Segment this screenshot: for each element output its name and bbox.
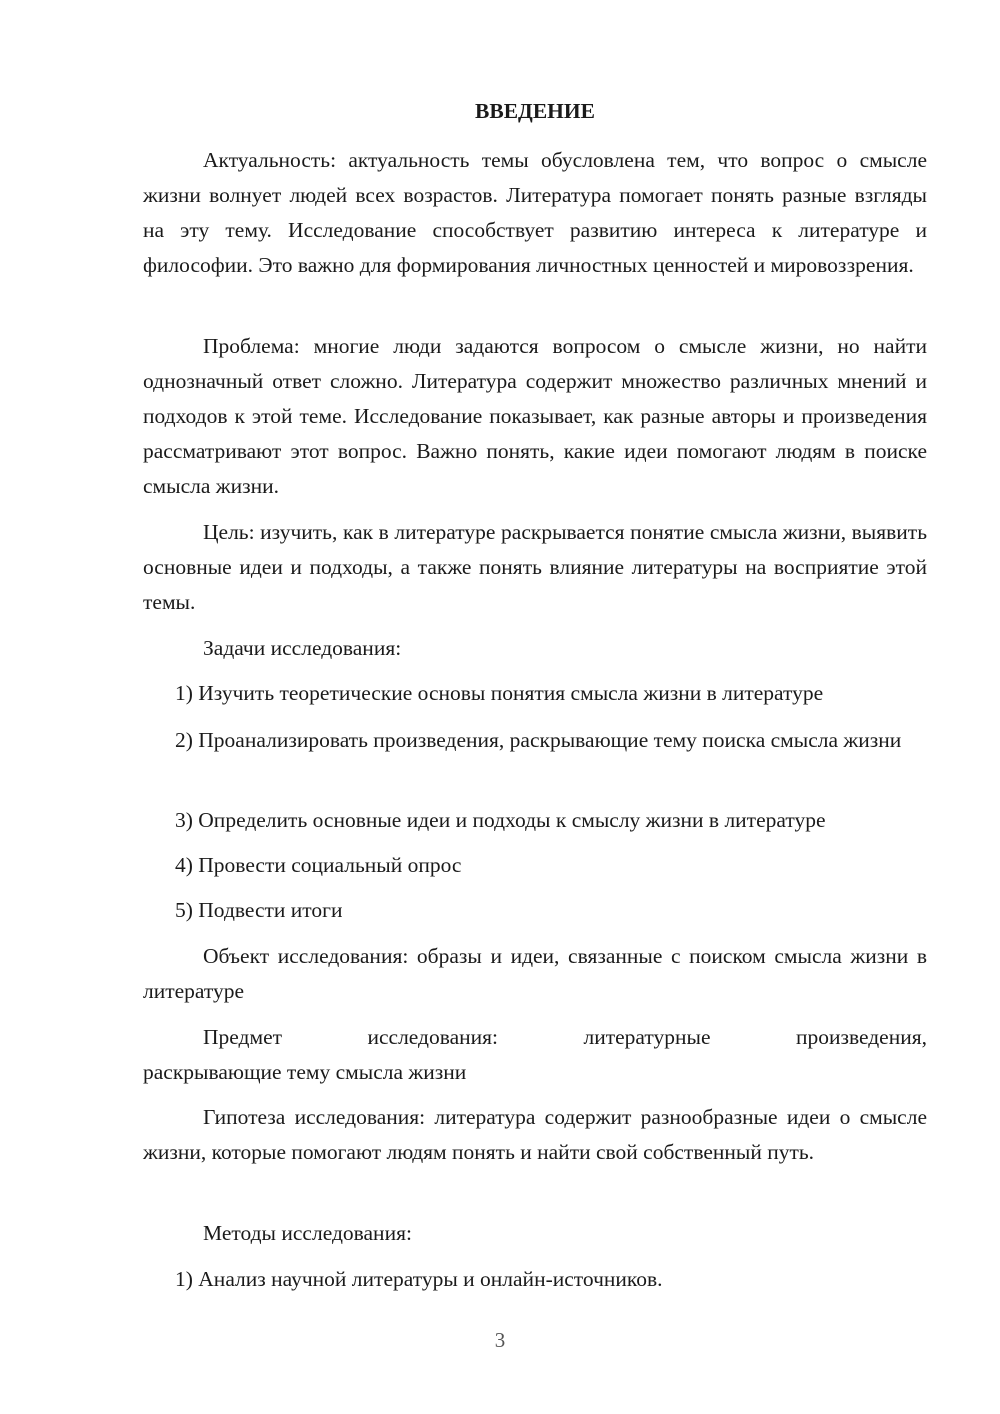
problem-paragraph: Проблема: многие люди задаются вопросом о смысле жизни, но найти однозначный ответ сложно. Литература содержит множество различных мнений и подходов к этой теме. Исследование показывает, как разные авторы и произведения рассматривают этот вопрос. Важно понять, какие идеи помогают людям в поиске смысла жизни. [143,334,927,498]
subject-paragraph-line2: раскрывающие тему смысла жизни [143,1060,467,1084]
object-paragraph: Объект исследования: образы и идеи, связанные с поиском смысла жизни в литературе [143,944,927,1003]
task-item: 2) Проанализировать произведения, раскрывающие тему поиска смысла жизни [175,728,902,752]
page-title: ВВЕДЕНИЕ [475,99,595,123]
task-item: 3) Определить основные идеи и подходы к смыслу жизни в литературе [175,808,826,832]
relevance-paragraph: Актуальность: актуальность темы обусловлена тем, что вопрос о смысле жизни волнует людей всех возрастов. Литература помогает понять разные взгляды на эту тему. Исследование способствует развитию интереса к литературе и философии. Это важно для формирования личностных ценностей и мировоззрения. [143,148,927,277]
task-item: 1) Изучить теоретические основы понятия смысла жизни в литературе [175,681,824,705]
task-item: 4) Провести социальный опрос [175,853,462,877]
hypothesis-paragraph: Гипотеза исследования: литература содержит разнообразные идеи о смысле жизни, которые помогают людям понять и найти свой собственный путь. [143,1105,927,1164]
goal-paragraph: Цель: изучить, как в литературе раскрывается понятие смысла жизни, выявить основные идеи и подходы, а также понять влияние литературы на восприятие этой темы. [143,520,927,614]
page-number: 3 [494,1328,506,1352]
method-item: 1) Анализ научной литературы и онлайн-источников. [175,1267,663,1291]
subject-paragraph-line1: Предмет исследования: литературные произведения, [203,1025,927,1049]
methods-heading: Методы исследования: [203,1221,412,1245]
task-item: 5) Подвести итоги [175,898,343,922]
tasks-heading: Задачи исследования: [203,636,402,660]
